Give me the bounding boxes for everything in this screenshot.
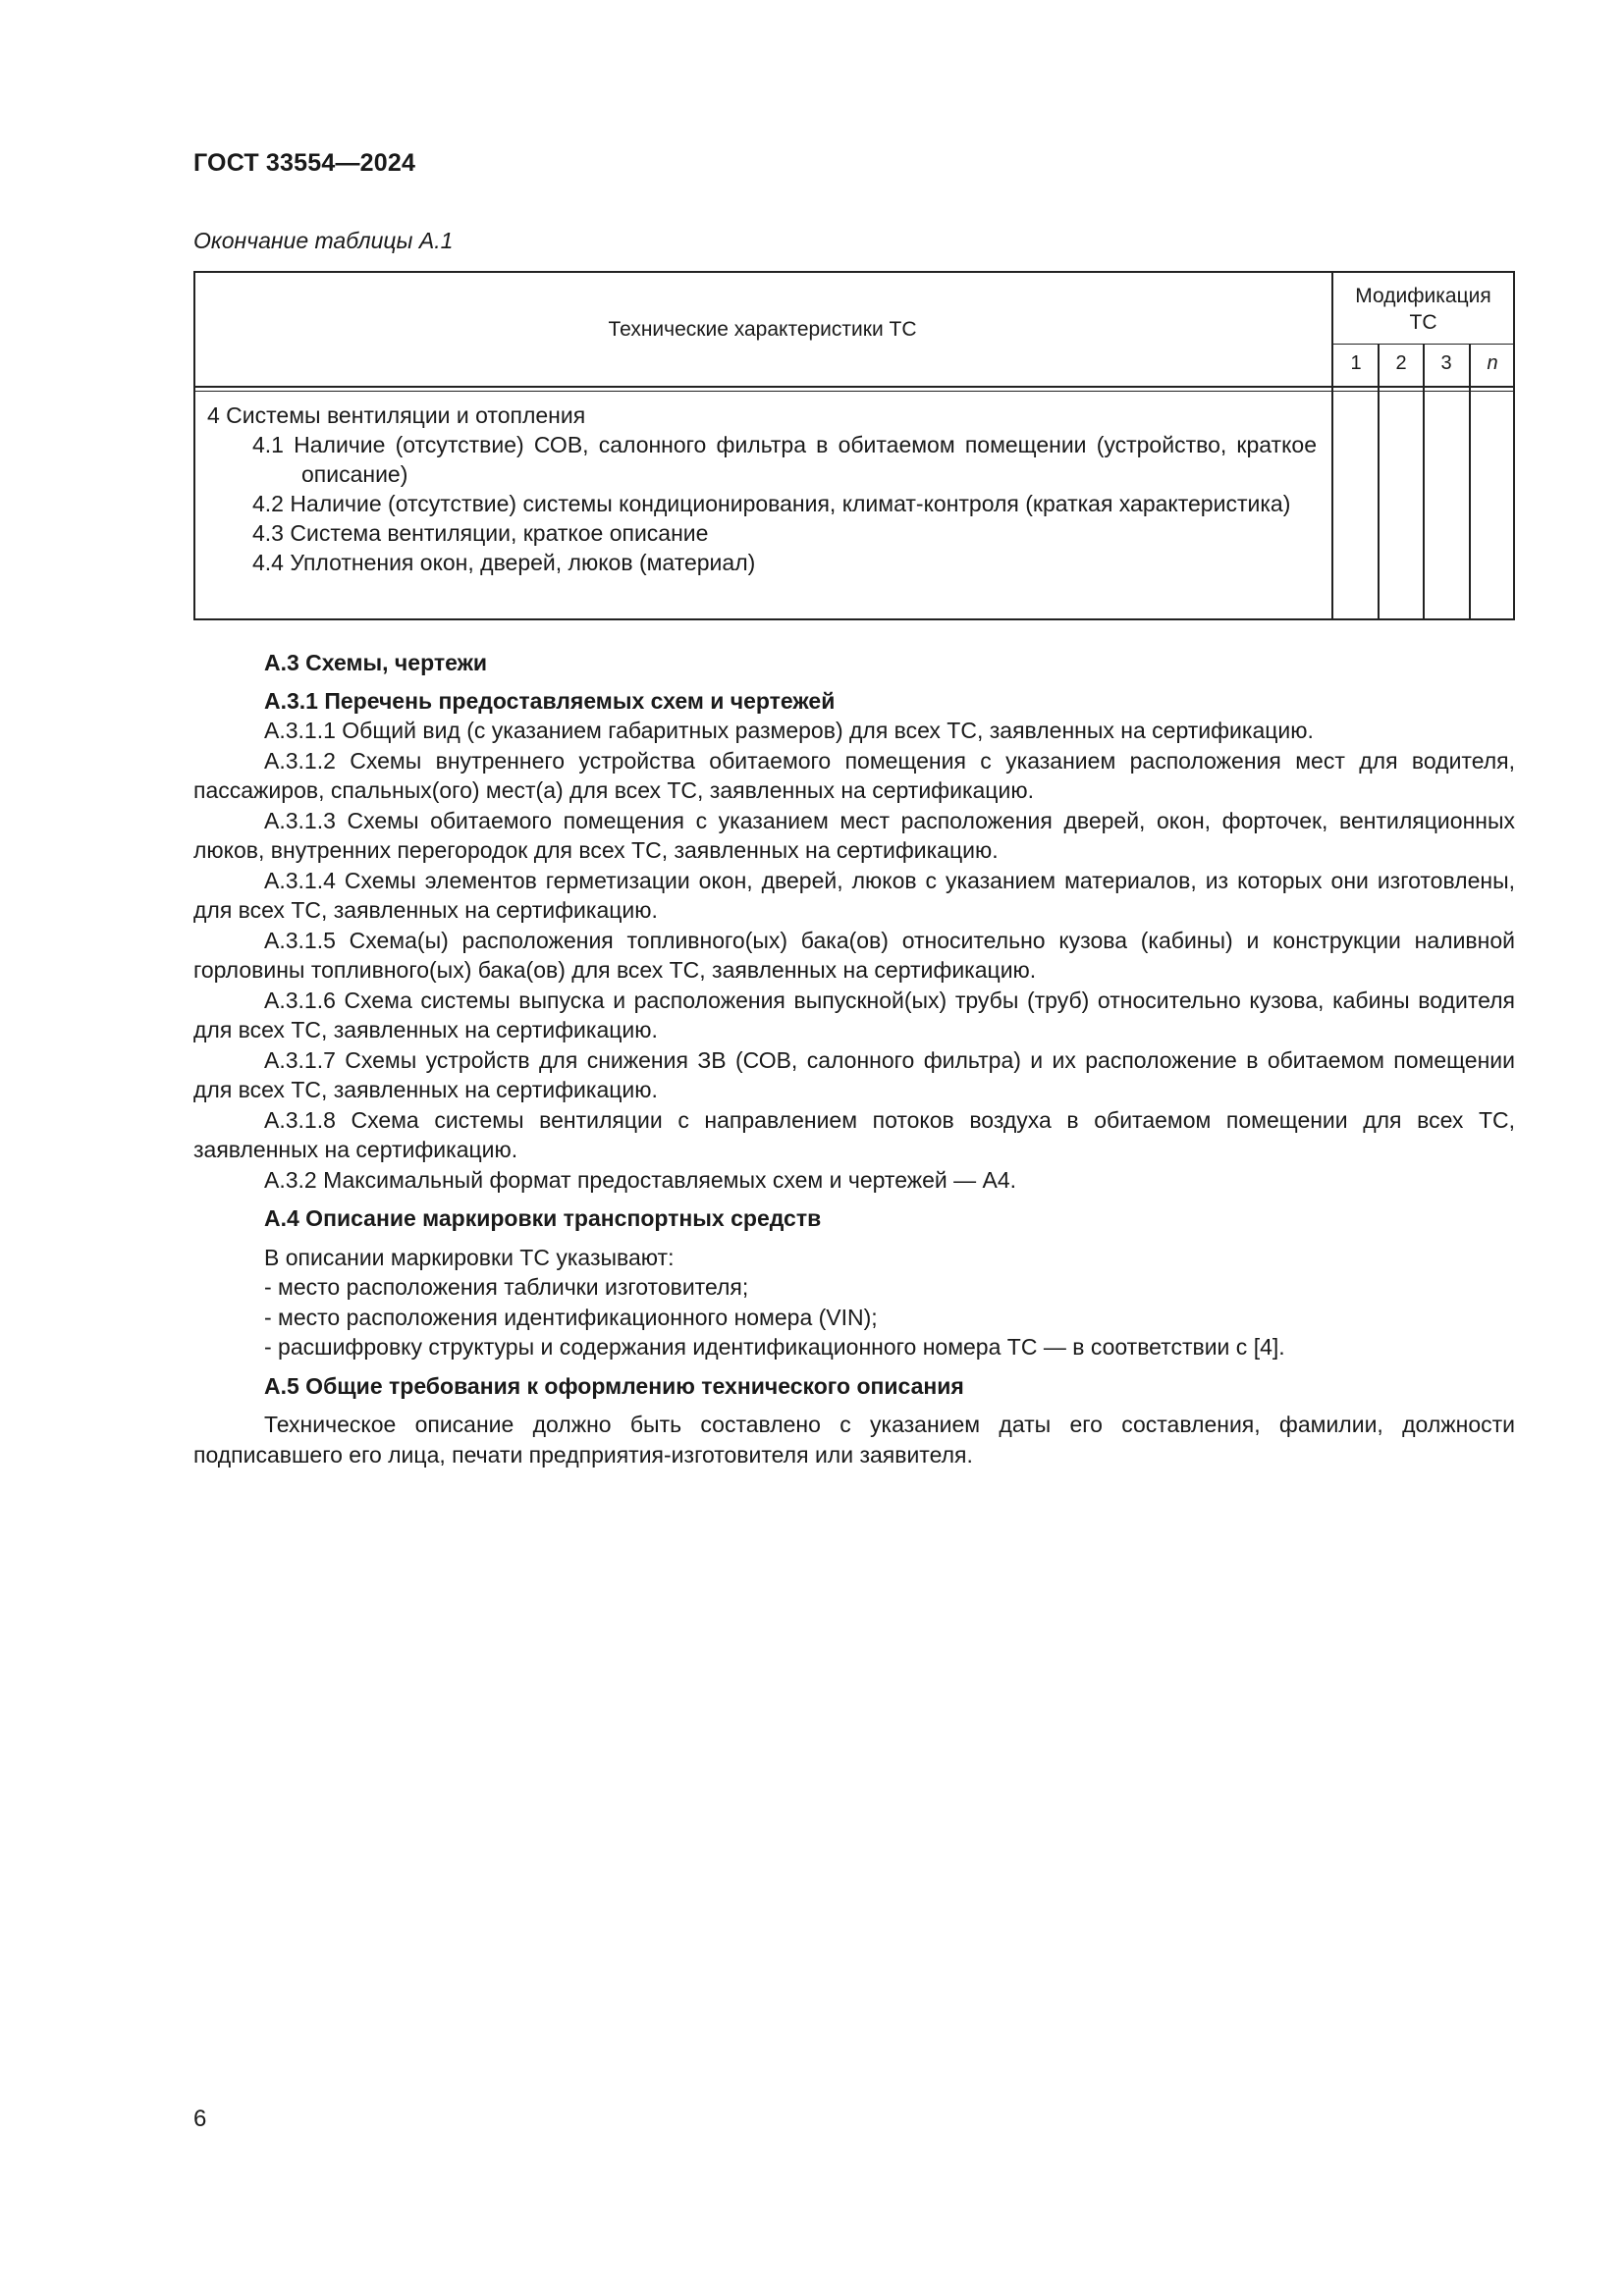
table-row: 4 Системы вентиляции и отопления bbox=[207, 402, 586, 428]
paragraph-a314: А.3.1.4 Схемы элементов герметизации окон, дверей, люков с указанием материалов, из которых они изготовлены, для всех ТС, заявленных на сертификацию. bbox=[193, 867, 1515, 923]
section-heading-a31: А.3.1 Перечень предоставляемых схем и чертежей bbox=[264, 687, 836, 714]
table-row: 4.1 Наличие (отсутствие) СОВ, салонного фильтра в обитаемом помещении (устройство, краткое описание) bbox=[252, 432, 1317, 487]
table-divider bbox=[1469, 344, 1471, 620]
table-divider bbox=[1423, 344, 1425, 620]
paragraph-a311: А.3.1.1 Общий вид (с указанием габаритных размеров) для всех ТС, заявленных на сертификацию. bbox=[264, 718, 1314, 743]
section-heading-a3: А.3 Схемы, чертежи bbox=[264, 650, 488, 675]
table-divider bbox=[193, 391, 1515, 392]
list-item: - место расположения таблички изготовителя; bbox=[264, 1274, 749, 1300]
section-heading-a5: А.5 Общие требования к оформлению технического описания bbox=[264, 1372, 964, 1399]
paragraph-a5: Техническое описание должно быть составлено с указанием даты его составления, фамилии, должности подписавшего его лица, печати предприятия-изготовителя или заявителя. bbox=[193, 1412, 1515, 1468]
paragraph-a32: А.3.2 Максимальный формат предоставляемых схем и чертежей — А4. bbox=[264, 1166, 1017, 1193]
mod-col-1: 1 bbox=[1350, 352, 1362, 374]
paragraph-a315: А.3.1.5 Схема(ы) расположения топливного(ых) бака(ов) относительно кузова (кабины) и конструкции наливной горловины топливного(ых) бака(ов) для всех ТС, заявленных на сертификацию. bbox=[193, 927, 1515, 983]
mod-col-n: n bbox=[1487, 352, 1498, 374]
paragraph-a317: А.3.1.7 Схемы устройств для снижения ЗВ (СОВ, салонного фильтра) и их расположение в обитаемом помещении для всех ТС, заявленных на сертификацию. bbox=[193, 1046, 1515, 1102]
document-body bbox=[193, 648, 1515, 1469]
paragraph-a312: А.3.1.2 Схемы внутреннего устройства обитаемого помещения с указанием расположения мест для водителя, пассажиров, спальных(ого) мест(а) для всех ТС, заявленных на сертификацию. bbox=[193, 747, 1515, 803]
document-header: ГОСТ 33554—2024 bbox=[193, 149, 416, 177]
table-row: 4.2 Наличие (отсутствие) системы кондиционирования, климат-контроля (краткая характеристика) bbox=[252, 491, 1291, 516]
paragraph-a4-intro: В описании маркировки ТС указывают: bbox=[264, 1244, 675, 1270]
column-header-modification: Модификация ТС bbox=[1355, 285, 1491, 334]
table-body bbox=[207, 400, 1317, 577]
page-number: 6 bbox=[193, 2106, 207, 2132]
table-row: 4.4 Уплотнения окон, дверей, люков (материал) bbox=[252, 550, 756, 575]
table-caption: Окончание таблицы А.1 bbox=[193, 228, 454, 253]
paragraph-a316: А.3.1.6 Схема системы выпуска и расположения выпускной(ых) трубы (труб) относительно кузова, кабины водителя для всех ТС, заявленных на сертификацию. bbox=[193, 987, 1515, 1042]
table-row: 4.3 Система вентиляции, краткое описание bbox=[252, 520, 709, 546]
paragraph-a318: А.3.1.8 Схема системы вентиляции с направлением потоков воздуха в обитаемом помещении для всех ТС, заявленных на сертификацию. bbox=[193, 1106, 1515, 1162]
table-divider bbox=[1378, 344, 1380, 620]
section-heading-a4: А.4 Описание маркировки транспортных средств bbox=[264, 1205, 822, 1231]
column-header-characteristics: Технические характеристики ТС bbox=[608, 317, 917, 341]
mod-col-3: 3 bbox=[1440, 352, 1452, 374]
list-item: - место расположения идентификационного номера (VIN); bbox=[264, 1304, 878, 1330]
mod-col-2: 2 bbox=[1395, 352, 1407, 374]
list-item: - расшифровку структуры и содержания идентификационного номера ТС — в соответствии с [4]. bbox=[264, 1334, 1285, 1360]
specs-table bbox=[193, 271, 1515, 620]
paragraph-a313: А.3.1.3 Схемы обитаемого помещения с указанием мест расположения дверей, окон, форточек, вентиляционных люков, внутренних перегородок для всех ТС, заявленных на сертификацию. bbox=[193, 807, 1515, 863]
